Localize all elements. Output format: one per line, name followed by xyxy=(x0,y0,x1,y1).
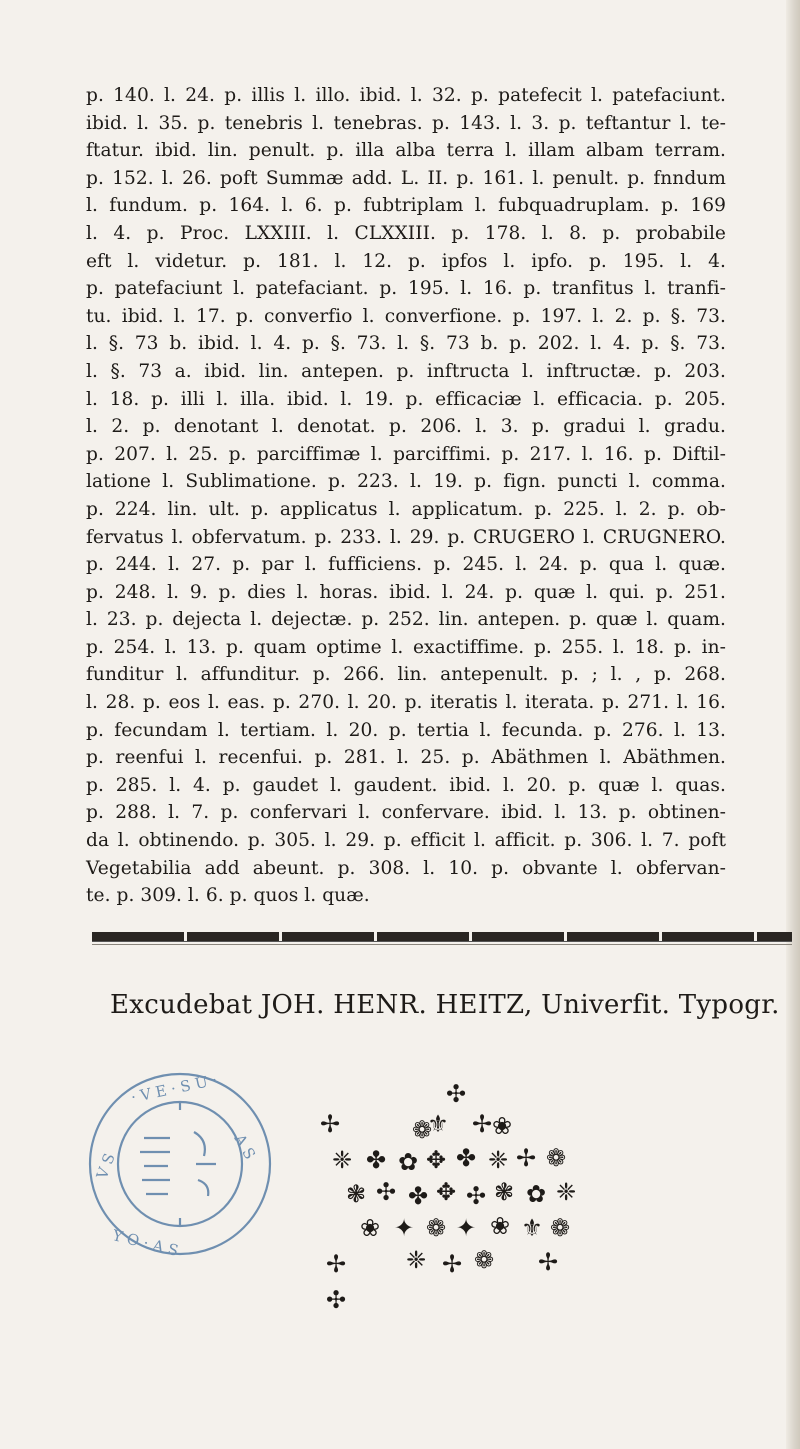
svg-text:✤: ✤ xyxy=(365,1146,387,1174)
svg-text:✣: ✣ xyxy=(325,1286,347,1314)
errata-line: p. 140. l. 24. p. illis l. illo. ibid. l. 32. p. patefecit l. patefaciunt. xyxy=(86,85,726,106)
svg-text:✢: ✢ xyxy=(319,1110,341,1138)
svg-text:❁: ❁ xyxy=(425,1214,447,1242)
svg-text:❁: ❁ xyxy=(411,1116,433,1144)
errata-line: p. 244. l. 27. p. par l. fufficiens. p. 245. l. 24. p. qua l. quæ. xyxy=(86,554,726,576)
errata-line: p. 288. l. 7. p. confervari l. confervare. ibid. l. 13. p. obtinen- xyxy=(86,802,726,824)
errata-line: l. §. 73 b. ibid. l. 4. p. §. 73. l. §. 73 b. p. 202. l. 4. p. §. 73. xyxy=(86,333,726,355)
svg-text:Y O · A S: Y O · A S xyxy=(110,1226,181,1260)
svg-text:✣: ✣ xyxy=(465,1182,487,1210)
svg-text:❃: ❃ xyxy=(345,1180,367,1208)
svg-text:✢: ✢ xyxy=(325,1250,347,1278)
svg-text:⚜: ⚜ xyxy=(521,1214,543,1242)
svg-text:✢: ✢ xyxy=(537,1248,559,1276)
errata-line: fervatus l. obfervatum. p. 233. l. 29. p. CRUGERO l. CRUGNERO. xyxy=(86,526,726,548)
errata-line: l. fundum. p. 164. l. 6. p. fubtriplam l. fubquadruplam. p. 169 xyxy=(86,195,726,217)
errata-line: p. patefaciunt l. patefaciant. p. 195. l. 16. p. tranfitus l. tranfi- xyxy=(86,278,726,300)
svg-text:✢: ✢ xyxy=(515,1144,537,1172)
svg-text:✿: ✿ xyxy=(525,1180,547,1208)
errata-line: l. 28. p. eos l. eas. p. 270. l. 20. p. iteratis l. iterata. p. 271. l. 16. xyxy=(86,692,726,714)
errata-line: p. 152. l. 26. poft Summæ add. L. II. p. 161. l. penult. p. fnndum xyxy=(86,167,726,189)
svg-text:✿: ✿ xyxy=(397,1148,419,1176)
page-edge-shadow xyxy=(786,0,800,1449)
svg-text:A S: A S xyxy=(230,1131,260,1163)
errata-line: latione l. Sublimatione. p. 223. l. 19. p. fign. puncti l. comma. xyxy=(86,471,726,493)
decorative-rule xyxy=(92,932,792,942)
printer-imprint: Excudebat JOH. HENR. HEITZ, Univerfit. Typogr. xyxy=(110,990,780,1020)
svg-text:✢: ✢ xyxy=(441,1250,463,1278)
errata-line: p. fecundam l. tertiam. l. 20. p. tertia l. fecunda. p. 276. l. 13. xyxy=(86,719,726,741)
errata-line: p. 254. l. 13. p. quam optime l. exactiffime. p. 255. l. 18. p. in- xyxy=(86,636,726,658)
svg-text:⚜: ⚜ xyxy=(427,1110,449,1138)
svg-text:✣: ✣ xyxy=(445,1080,467,1108)
svg-text:❈: ❈ xyxy=(487,1146,509,1174)
svg-text:✤: ✤ xyxy=(407,1182,429,1210)
printers-fleuron-ornament-icon xyxy=(306,1068,666,1322)
errata-line: tu. ibid. l. 17. p. converfio l. converfione. p. 197. l. 2. p. §. 73. xyxy=(86,305,726,327)
svg-text:V S: V S xyxy=(92,1150,119,1182)
svg-text:❃: ❃ xyxy=(493,1178,515,1206)
errata-line: ftatur. ibid. lin. penult. p. illa alba terra l. illam albam terram. xyxy=(86,140,726,162)
svg-text:✥: ✥ xyxy=(425,1146,447,1174)
svg-text:❈: ❈ xyxy=(555,1178,577,1206)
errata-line: p. 207. l. 25. p. parciffimæ l. parciffimi. p. 217. l. 16. p. Diftil- xyxy=(86,443,726,465)
svg-text:✦: ✦ xyxy=(393,1214,415,1242)
svg-text:❀: ❀ xyxy=(359,1214,381,1242)
errata-line: funditur l. affunditur. p. 266. lin. antepenult. p. ; l. , p. 268. xyxy=(86,664,726,686)
svg-text:❁: ❁ xyxy=(545,1144,567,1172)
errata-line: p. 224. lin. ult. p. applicatus l. applicatum. p. 225. l. 2. p. ob- xyxy=(86,498,726,520)
svg-text:✦: ✦ xyxy=(455,1214,477,1242)
svg-text:❈: ❈ xyxy=(405,1246,427,1274)
errata-line: l. §. 73 a. ibid. lin. antepen. p. inftructa l. inftructæ. p. 203. xyxy=(86,360,726,382)
errata-line: p. reenfui l. recenfui. p. 281. l. 25. p. Abäthmen l. Abäthmen. xyxy=(86,747,726,769)
errata-line: Vegetabilia add abeunt. p. 308. l. 10. p. obvante l. obfervan- xyxy=(86,857,726,879)
svg-text:❁: ❁ xyxy=(549,1214,571,1242)
library-stamp-icon xyxy=(84,1068,284,1272)
errata-line: ibid. l. 35. p. tenebris l. tenebras. p. 143. l. 3. p. teftantur l. te- xyxy=(86,112,726,134)
svg-text:❀: ❀ xyxy=(491,1112,513,1140)
errata-line: l. 4. p. Proc. LXXIII. l. CLXXIII. p. 178. l. 8. p. probabile xyxy=(86,222,726,244)
errata-line: l. 23. p. dejecta l. dejectæ. p. 252. lin. antepen. p. quæ l. quam. xyxy=(86,609,726,631)
svg-text:❀: ❀ xyxy=(489,1212,511,1240)
decorative-rule-thin xyxy=(92,944,792,945)
svg-text:· V E · S U ·: · V E · S U · xyxy=(129,1070,219,1107)
errata-list xyxy=(86,82,726,910)
errata-line: p. 285. l. 4. p. gaudet l. gaudent. ibid. l. 20. p. quæ l. quas. xyxy=(86,774,726,796)
errata-line: eft l. videtur. p. 181. l. 12. p. ipfos l. ipfo. p. 195. l. 4. xyxy=(86,250,726,272)
svg-text:✤: ✤ xyxy=(455,1144,477,1172)
svg-text:❈: ❈ xyxy=(331,1146,353,1174)
errata-line: l. 2. p. denotant l. denotat. p. 206. l. 3. p. gradui l. gradu. xyxy=(86,416,726,438)
errata-line: da l. obtinendo. p. 305. l. 29. p. efficit l. afficit. p. 306. l. 7. poft xyxy=(86,830,726,852)
svg-text:❁: ❁ xyxy=(473,1246,495,1274)
svg-text:✢: ✢ xyxy=(471,1110,493,1138)
errata-line: l. 18. p. illi l. illa. ibid. l. 19. p. efficaciæ l. efficacia. p. 205. xyxy=(86,388,726,410)
svg-text:✥: ✥ xyxy=(435,1178,457,1206)
errata-line: p. 248. l. 9. p. dies l. horas. ibid. l. 24. p. quæ l. qui. p. 251. xyxy=(86,581,726,603)
svg-text:✣: ✣ xyxy=(375,1178,397,1206)
errata-line-last: te. p. 309. l. 6. p. quos l. quæ. xyxy=(86,885,370,907)
